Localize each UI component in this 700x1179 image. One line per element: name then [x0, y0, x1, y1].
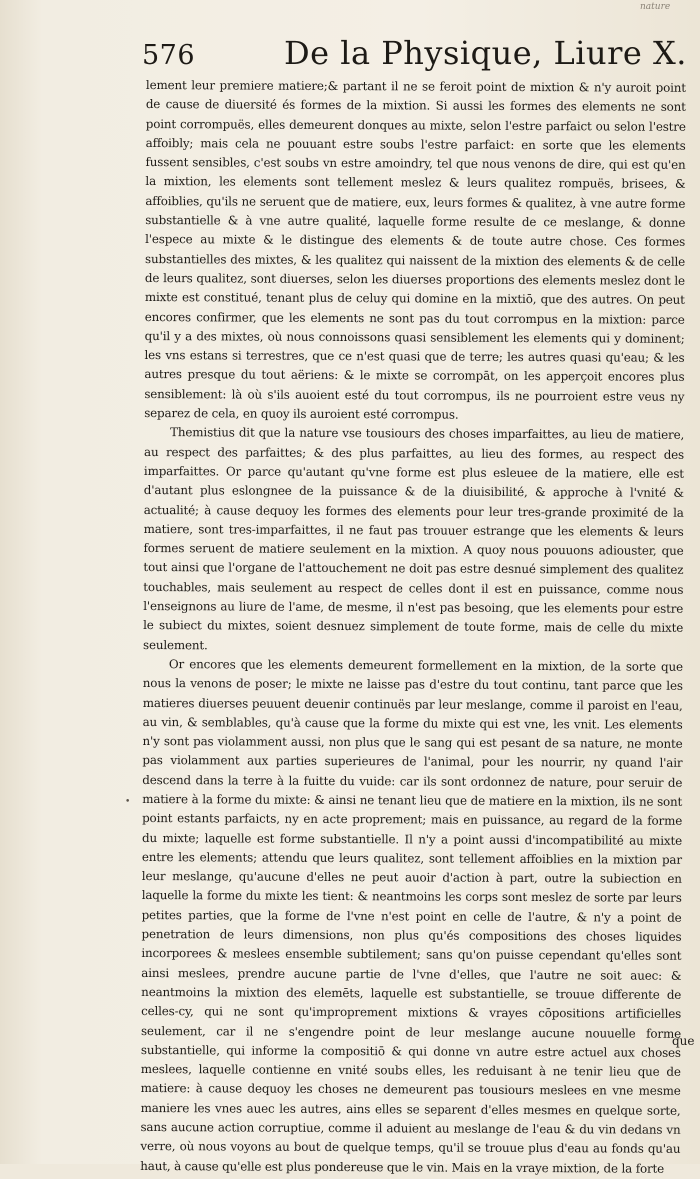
body-text: [140, 76, 686, 1179]
paragraph: Or encores que les elements demeurent formellement en la mixtion, de la sorte que nous la venons de poser; le mixte ne laisse pas d'estre du tout continu, tant parce que les matieres diuerses peuuent deuenir continuës par leur meslange, comme il paroist en l'eau, au vin, & semblables, qu'à cause que la forme du mixte qui est vne, les vnit. Les elements n'y sont pas violamment aussi, non plus que le sang qui est pesant de sa nature, ne monte pas violamment aux parties superieures de l'animal, pour les nourrir, ny quand l'air descend dans la terre à la fuitte du vuide: car ils sont ordonnez de nature, pour seruir de matiere à la forme du mixte: & ainsi ne tenant lieu que de matiere en la mixtion, ils ne sont point estants parfaicts, ny en acte proprement; mais en puissance, au regard de la forme du mixte; laquelle est forme substantielle. Il n'y a point aussi d'incompatibilité au mixte entre les elements; attendu que leurs qualitez, sont tellement affoiblies en la mixtion par leur meslange, qu'aucune d'elles ne peut auoir d'action à part, outre la subiection en laquelle la forme du mixte les tient: & neantmoins les corps sont meslez de sorte par leurs petites parties, que la forme de l'vne n'est point en celle de l'autre, & n'y a point de penetration de leurs dimensions, non plus qu'és compositions des choses liquides incorporees & meslees ensemble subtilement; sans qu'on puisse cependant qu'elles sont ainsi meslees, prendre aucune partie de l'vne d'elles, que l'autre ne soit auec: & neantmoins la mixtion des elemēts, laquelle est substantielle, se trouue differente de celles-cy, qui ne sont qu'improprement mixtions & vrayes cōpositions artificielles seulement, car il ne s'engendre point de leur meslange aucune nouuelle forme substantielle, qui informe la compositiō & qui donne vn autre estre actuel aux choses meslees, laquelle contienne en vnité soubs elles, les reduisant à ne tenir lieu que de matiere: à cause dequoy les choses ne demeurent pas tousiours meslees en vne mesme maniere les vnes auec les autres, ains elles se separent d'elles mesmes en quelque sorte, sans aucune action corruptiue, comme il aduient au meslange de l'eau & du vin dedans vn verre, où nous voyons au bout de quelque temps, qu'il se trouue plus d'eau au fonds qu'au haut, à cause qu'elle est plus pondereuse que le vin. Mais en la vraye mixtion, de la forte: [140, 657, 683, 1176]
page-header: [142, 34, 687, 78]
paragraph: lement leur premiere matiere;& partant il ne se feroit point de mixtion & n'y auroit point de cause de diuersité és formes de la mixtion. Si aussi les formes des elements ne sont point corrompuës, elles demeurent donques au mixte, selon l'estre parfaict ou selon l'estre affoibly; mais cela ne pouuant estre soubs l'estre parfaict: en sorte que les elements fussent sensibles, c'est soubs vn estre amoindry, tel que nous venons de dire, qui est qu'en la mixtion, les elements sont tellement meslez & leurs qualitez rompuës, brisees, & affoiblies, qu'ils ne seruent que de matiere, eux, leurs formes & qualitez, à vne autre forme substantielle & à vne autre qualité, laquelle forme resulte de ce meslange, & donne l'espece au mixte & le distingue des elements & de toute autre chose. Ces formes substantielles des mixtes, & les qualitez qui naissent de la mixtion des elements & de celle de leurs qualitez, sont diuerses, selon les diuerses proportions des elements meslez dont le mixte est constitué, tenant plus de celuy qui domine en la mixtiō, que des autres. On peut encores confirmer, que les elements ne sont pas du tout corrompus en la mixtion: parce qu'il y a des mixtes, où nous connoissons quasi sensiblement les elements qui y dominent; les vns estans si terrestres, que ce n'est quasi que de terre; les autres quasi qu'eau; & les autres presque du tout aëriens: & le mixte se corrompāt, on les apperçoit encores plus sensiblement: là où s'ils auoient esté du tout corrompus, ils ne pourroient estre veus ny separez de cela, en quoy ils auroient esté corrompus.: [144, 77, 686, 422]
catchword: que: [672, 1034, 695, 1048]
page-number: 576: [142, 40, 196, 71]
paragraph: Themistius dit que la nature vse tousiours des choses imparfaittes, au lieu de matiere, au respect des parfaittes; & des plus parfaittes, au lieu des formes, au respect des imparfaittes. Or parce qu'autant qu'vne forme est plus esleuee de la matiere, elle est d'autant plus eslongnee de la puissance & de la diuisibilité, & approche à l'vnité & actualité; à cause dequoy les formes des elements pour leur tres-grande proximité de la matiere, sont tres-imparfaittes, il ne faut pas trouuer estrange que les elements & leurs formes seruent de matiere seulement en la mixtion. A quoy nous pouuons adiouster, que tout ainsi que l'organe de l'attouchement ne doit pas estre desnué simplement des qualitez touchables, mais seulement au respect de celles dont il est en puissance, comme nous l'enseignons au liure de l'ame, de mesme, il n'est pas besoing, que les elements pour estre le subiect du mixtes, soient desnuez simplement de toute forme, mais de celle du mixte seulement.: [142, 425, 685, 652]
gutter-mark: •: [125, 797, 131, 807]
corner-annotation: nature: [640, 2, 671, 12]
running-title: De la Physique, Liure X.: [284, 34, 687, 72]
